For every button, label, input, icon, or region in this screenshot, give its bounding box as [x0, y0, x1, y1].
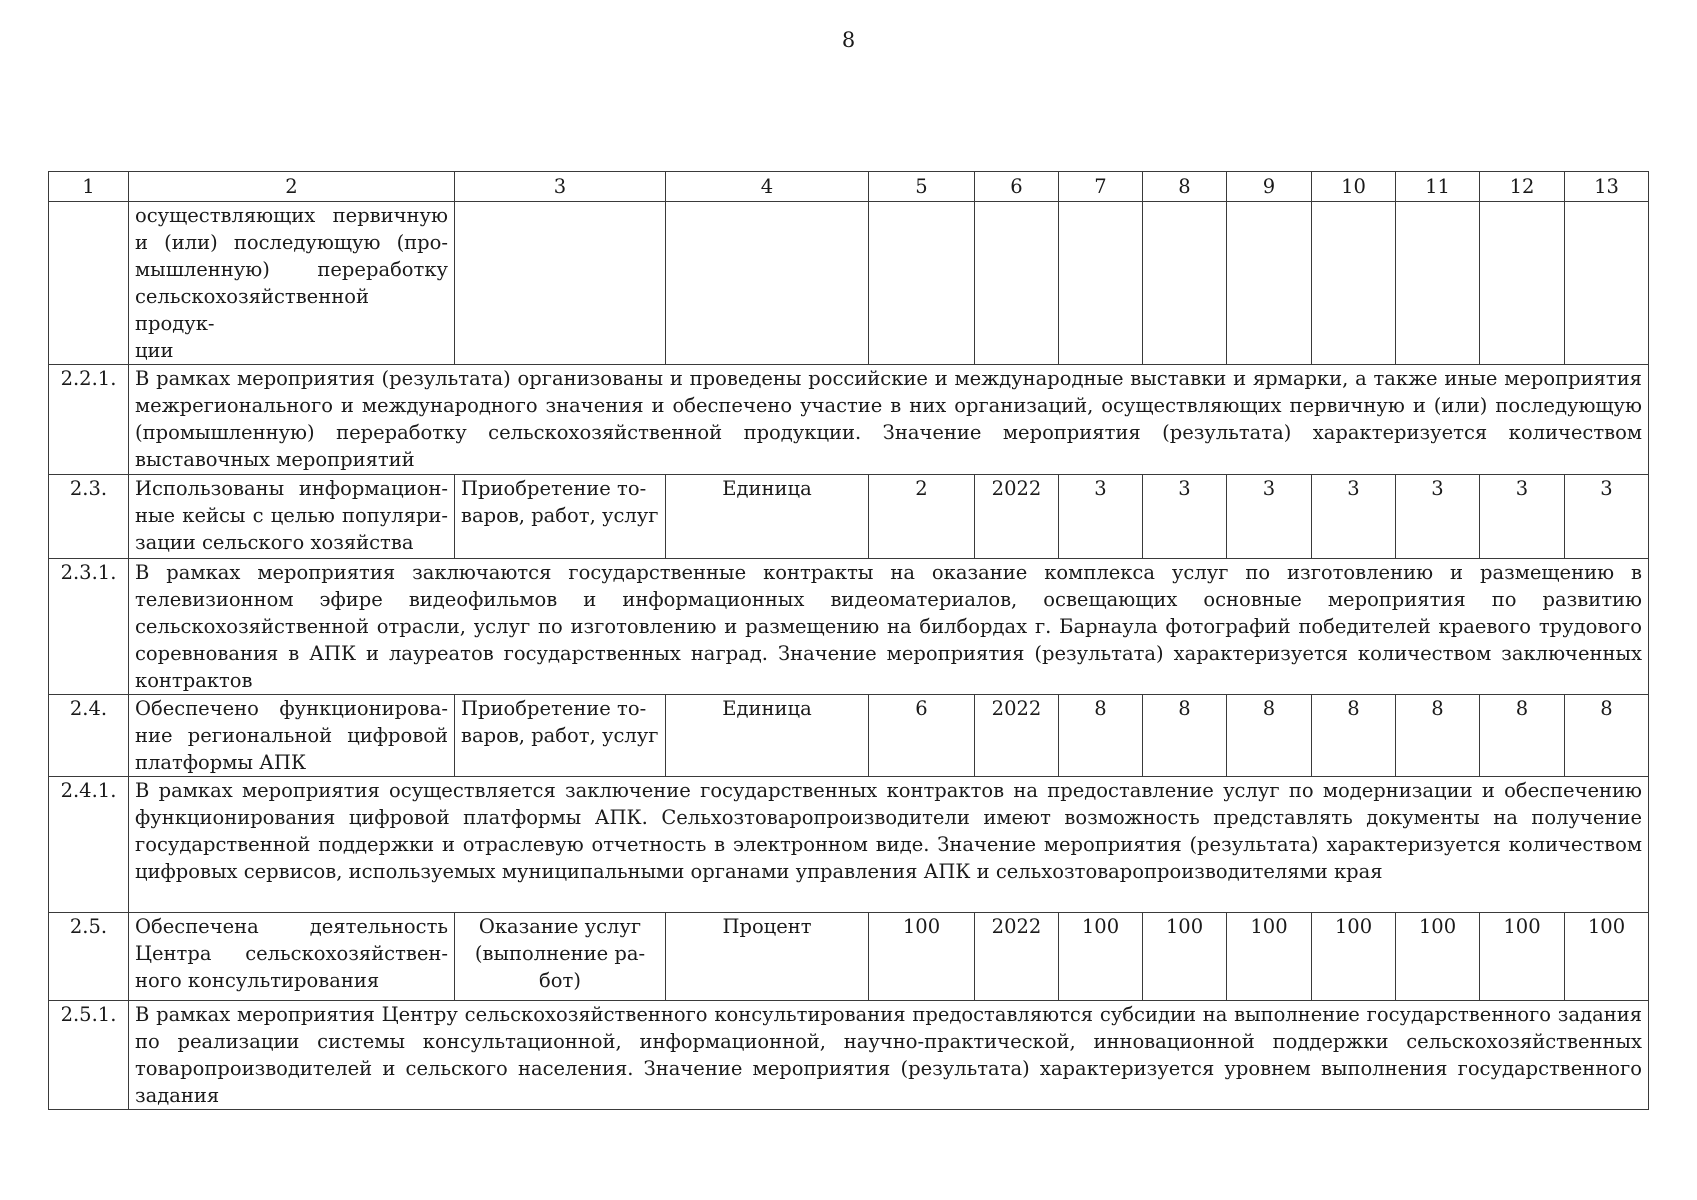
table-row-description — [49, 1001, 1649, 1110]
value-cell: 3 — [1059, 475, 1143, 559]
column-number-row — [49, 172, 1649, 202]
page-number: 8 — [841, 28, 856, 52]
indicator-name: Обеспечена деятельность Центра сельскохозяйствен- ного консультирования — [129, 913, 455, 1001]
value-cell: 100 — [1227, 913, 1312, 1001]
value-cell: 8 — [1227, 695, 1312, 777]
unit: Единица — [666, 475, 869, 559]
value-cell: 3 — [1312, 475, 1396, 559]
col-num-2: 2 — [129, 172, 455, 202]
col-num-5: 5 — [869, 172, 975, 202]
row-number: 2.5. — [49, 913, 129, 1001]
row-description: В рамках мероприятия (результата) организованы и проведены российские и международные выставки и ярмарки, а также иные мероприятия межрегионального и международного значения и обеспечено участие в них организаций, осуществляющих первичную и (или) последующую (промышленную) переработку сельскохозяйственной продукции. Значение мероприятия (результата) характеризуется количеством выставочных мероприятий — [129, 365, 1649, 475]
value-cell: 100 — [1143, 913, 1227, 1001]
col-num-10: 10 — [1312, 172, 1396, 202]
value-cell: 8 — [1312, 695, 1396, 777]
value-cell: 8 — [1565, 695, 1649, 777]
col-num-4: 4 — [666, 172, 869, 202]
base-value: 100 — [869, 913, 975, 1001]
unit: Единица — [666, 695, 869, 777]
row-number: 2.5.1. — [49, 1001, 129, 1110]
table-row-indicator — [49, 913, 1649, 1001]
table-row-continuation — [49, 202, 1649, 365]
indicator-name: Обеспечено функционирова- ние региональной цифровой платформы АПК — [129, 695, 455, 777]
indicator-type: Приобретение то- варов, работ, услуг — [455, 695, 666, 777]
row-number: 2.3.1. — [49, 559, 129, 695]
value-cell: 8 — [1059, 695, 1143, 777]
col-num-12: 12 — [1480, 172, 1565, 202]
table-row-indicator — [49, 475, 1649, 559]
value-cell: 3 — [1396, 475, 1480, 559]
value-cell: 100 — [1396, 913, 1480, 1001]
table-row-description — [49, 559, 1649, 695]
indicator-name-continued: осуществляющих первичную и (или) последующую (про- мышленную) переработку сельскохозяйственной продук- ции — [129, 202, 455, 365]
value-cell: 8 — [1480, 695, 1565, 777]
row-number: 2.4.1. — [49, 777, 129, 913]
col-num-7: 7 — [1059, 172, 1143, 202]
col-num-8: 8 — [1143, 172, 1227, 202]
indicator-name: Использованы информацион- ные кейсы с целью популяри- зации сельского хозяйства — [129, 475, 455, 559]
base-year: 2022 — [975, 475, 1059, 559]
row-number: 2.3. — [49, 475, 129, 559]
col-num-9: 9 — [1227, 172, 1312, 202]
value-cell: 100 — [1480, 913, 1565, 1001]
row-number: 2.2.1. — [49, 365, 129, 475]
col-num-1: 1 — [49, 172, 129, 202]
unit: Процент — [666, 913, 869, 1001]
col-num-3: 3 — [455, 172, 666, 202]
indicator-type: Оказание услуг (выполнение ра- бот) — [455, 913, 666, 1001]
value-cell: 8 — [1396, 695, 1480, 777]
row-description: В рамках мероприятия осуществляется заключение государственных контрактов на предоставление услуг по модернизации и обеспечению функционирования цифровой платформы АПК. Сельхозтоваропроизводители имеют возможность представлять документы на получение государственной поддержки и отраслевую отчетность в электронном виде. Значение мероприятия (результата) характеризуется количеством цифровых сервисов, используемых муниципальными органами управления АПК и сельхозтоваропроизводителями края — [129, 777, 1649, 913]
indicators-table — [48, 171, 1649, 1110]
row-description: В рамках мероприятия заключаются государственные контракты на оказание комплекса услуг по изготовлению и размещению в телевизионном эфире видеофильмов и информационных видеоматериалов, освещающих основные мероприятия по развитию сельскохозяйственной отрасли, услуг по изготовлению и размещению на билбордах г. Барнаула фотографий победителей краевого трудового соревнования в АПК и лауреатов государственных наград. Значение мероприятия (результата) характеризуется количеством заключенных контрактов — [129, 559, 1649, 695]
base-year: 2022 — [975, 913, 1059, 1001]
table-row-description — [49, 365, 1649, 475]
col-num-11: 11 — [1396, 172, 1480, 202]
value-cell: 3 — [1565, 475, 1649, 559]
table-row-description — [49, 777, 1649, 913]
value-cell: 100 — [1565, 913, 1649, 1001]
value-cell: 3 — [1227, 475, 1312, 559]
value-cell: 100 — [1059, 913, 1143, 1001]
col-num-13: 13 — [1565, 172, 1649, 202]
indicator-type: Приобретение то- варов, работ, услуг — [455, 475, 666, 559]
value-cell: 8 — [1143, 695, 1227, 777]
base-value: 6 — [869, 695, 975, 777]
row-description: В рамках мероприятия Центру сельскохозяйственного консультирования предоставляются субсидии на выполнение государственного задания по реализации системы консультационной, информационной, научно-практической, инновационной поддержки сельскохозяйственных товаропроизводителей и сельского населения. Значение мероприятия (результата) характеризуется уровнем выполнения государственного задания — [129, 1001, 1649, 1110]
value-cell: 3 — [1143, 475, 1227, 559]
row-number: 2.4. — [49, 695, 129, 777]
value-cell: 100 — [1312, 913, 1396, 1001]
col-num-6: 6 — [975, 172, 1059, 202]
table-row-indicator — [49, 695, 1649, 777]
base-year: 2022 — [975, 695, 1059, 777]
value-cell: 3 — [1480, 475, 1565, 559]
base-value: 2 — [869, 475, 975, 559]
